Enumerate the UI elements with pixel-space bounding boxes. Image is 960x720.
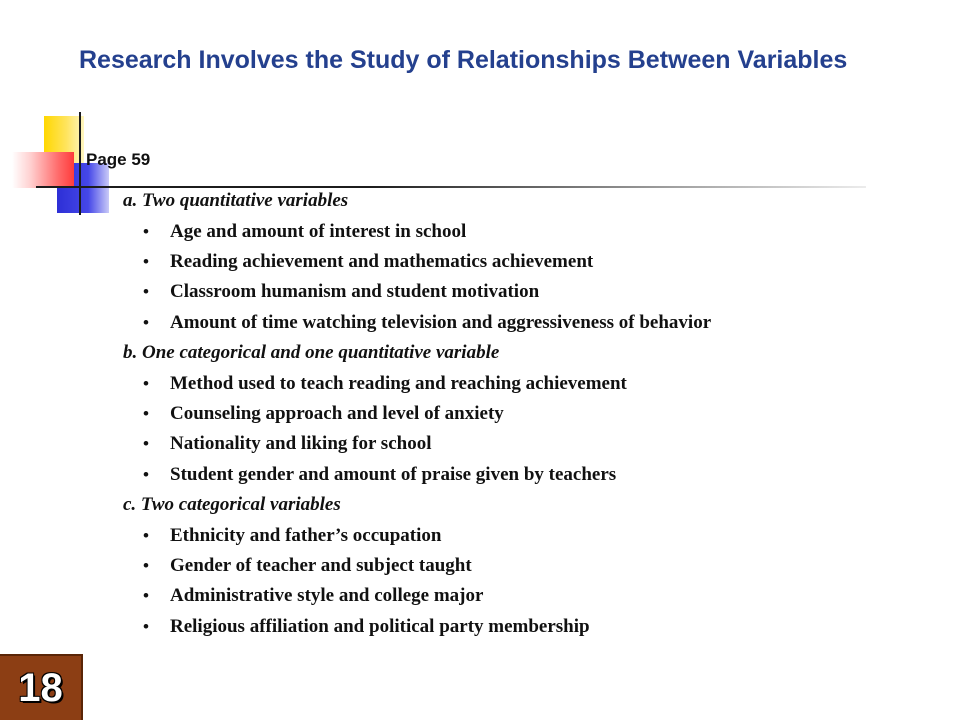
slide-number-badge: 18 <box>0 654 83 720</box>
list-item: • Administrative style and college major <box>170 581 960 611</box>
list-item: • Age and amount of interest in school <box>170 217 960 247</box>
group-list-two-categorical <box>0 521 960 643</box>
group-label-two-categorical: c. Two categorical variables <box>123 494 341 516</box>
group-label-two-quantitative: a. Two quantitative variables <box>123 190 349 211</box>
list-item: • Reading achievement and mathematics achievement <box>170 247 960 277</box>
slide-content <box>0 186 960 642</box>
list-item: • Ethnicity and father’s occupation <box>170 521 960 551</box>
slide-title: Research Involves the Study of Relationships Between Variables <box>79 46 848 74</box>
decorative-red-gradient-square <box>12 152 74 188</box>
list-item: • Nationality and liking for school <box>170 429 960 459</box>
list-item: • Counseling approach and level of anxiety <box>170 399 960 429</box>
list-item: • Method used to teach reading and reaching achievement <box>170 369 960 399</box>
list-item: • Religious affiliation and political party membership <box>170 612 960 642</box>
list-item: • Student gender and amount of praise given by teachers <box>170 460 960 490</box>
group-list-two-quantitative <box>0 217 960 339</box>
list-item: • Amount of time watching television and aggressiveness of behavior <box>170 308 960 338</box>
group-label-categorical-quantitative: b. One categorical and one quantitative variable <box>123 342 500 364</box>
group-list-categorical-quantitative <box>0 369 960 491</box>
page-reference: Page 59 <box>86 150 151 169</box>
list-item: • Gender of teacher and subject taught <box>170 551 960 581</box>
list-item: • Classroom humanism and student motivation <box>170 277 960 307</box>
